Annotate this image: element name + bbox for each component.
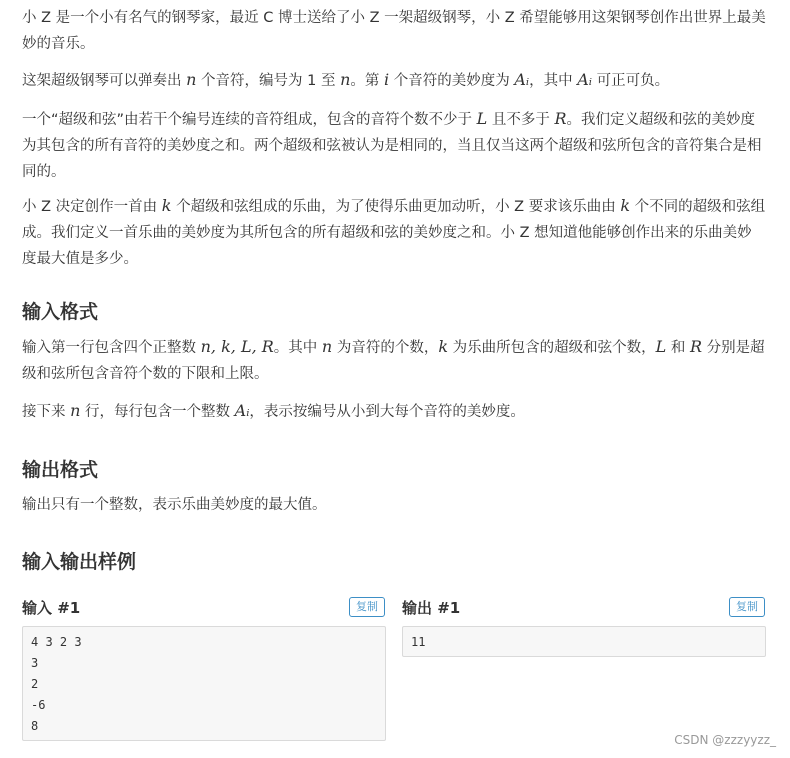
text: 为乐曲所包含的超级和弦个数， bbox=[448, 340, 656, 356]
math-k: k bbox=[161, 196, 172, 215]
input-format-heading: 输入格式 bbox=[22, 301, 99, 323]
math-l: L bbox=[476, 109, 488, 128]
text: 行，每行包含一个整数 bbox=[80, 404, 235, 420]
math-params: n, k, L, R bbox=[200, 337, 274, 356]
math-n: n bbox=[321, 337, 333, 356]
math-ai: Aᵢ bbox=[514, 70, 530, 89]
math-r: R bbox=[554, 109, 567, 128]
text: 且不多于 bbox=[487, 112, 555, 128]
math-ai: Aᵢ bbox=[577, 70, 593, 89]
text: ，表示按编号从小到大每个音符的美妙度。 bbox=[249, 404, 525, 420]
math-k: k bbox=[438, 337, 449, 356]
text: 输入第一行包含四个正整数 bbox=[22, 340, 201, 356]
math-i: i bbox=[384, 70, 390, 89]
code-line: 2 bbox=[31, 677, 39, 691]
code-line: 3 bbox=[31, 656, 39, 670]
output-format-paragraph bbox=[22, 492, 766, 518]
copy-input-button[interactable]: 复制 bbox=[349, 597, 385, 617]
text: 可正可负。 bbox=[592, 73, 670, 89]
code-line: 4 3 2 3 bbox=[31, 635, 82, 649]
math-r: R bbox=[689, 337, 703, 356]
text: ，其中 bbox=[529, 73, 578, 89]
text: 这架超级钢琴可以弹奏出 bbox=[22, 73, 187, 89]
text: 为音符的个数， bbox=[332, 340, 439, 356]
math-n: n bbox=[340, 70, 351, 89]
text: 分别是超级和弦所包含音符个数的下限和上限。 bbox=[22, 340, 765, 382]
input-format-paragraph-1 bbox=[22, 334, 766, 387]
description-paragraph-2 bbox=[22, 67, 766, 94]
sample-input-title: 输入 #1 bbox=[22, 599, 81, 617]
text: 个音符的美妙度为 bbox=[389, 73, 515, 89]
text: 个不同的超级和弦组成。我们定义一首乐曲的美妙度为其所包含的所有超级和弦的美妙度之和。小 Z 想知道他能够创作出来的乐曲美妙度最大值是多少。 bbox=[22, 199, 766, 267]
math-n: n bbox=[186, 70, 197, 89]
text: 接下来 bbox=[22, 404, 71, 420]
text: 。其中 bbox=[273, 340, 322, 356]
code-line: 11 bbox=[411, 635, 426, 649]
text: 一个“超级和弦”由若干个编号连续的音符组成，包含的音符个数不少于 bbox=[22, 112, 477, 128]
text: 小 Z 决定创作一首由 bbox=[22, 199, 162, 215]
text: 。我们定义超级和弦的美妙度为其包含的所有音符的美妙度之和。两个超级和弦被认为是相同的，当且仅当这两个超级和弦所包含的音符集合是相同的。 bbox=[22, 112, 762, 180]
output-format-heading: 输出格式 bbox=[22, 459, 99, 481]
text: 个音符，编号为 1 至 bbox=[196, 73, 341, 89]
input-format-paragraph-2 bbox=[22, 398, 766, 425]
sample-input-code bbox=[22, 626, 386, 741]
description-paragraph-1 bbox=[22, 5, 766, 57]
samples-heading: 输入输出样例 bbox=[22, 551, 137, 573]
sample-output-title: 输出 #1 bbox=[402, 599, 461, 617]
code-line: -6 bbox=[31, 698, 46, 712]
code-line: 8 bbox=[31, 719, 39, 733]
csdn-watermark: CSDN @zzzyyzz_ bbox=[674, 733, 776, 747]
text: 输出只有一个整数，表示乐曲美妙度的最大值。 bbox=[22, 497, 327, 513]
math-k: k bbox=[620, 196, 631, 215]
text: 个超级和弦组成的乐曲，为了使得乐曲更加动听，小 Z 要求该乐曲由 bbox=[171, 199, 621, 215]
text: 和 bbox=[666, 340, 690, 356]
math-ai: Aᵢ bbox=[234, 401, 250, 420]
copy-output-button[interactable]: 复制 bbox=[729, 597, 765, 617]
text: 。第 bbox=[350, 73, 385, 89]
description-paragraph-3 bbox=[22, 106, 766, 185]
math-n: n bbox=[70, 401, 81, 420]
description-paragraph-4 bbox=[22, 193, 766, 272]
sample-output-code bbox=[402, 626, 766, 657]
math-l: L bbox=[655, 337, 667, 356]
description-text: 小 Z 是一个小有名气的钢琴家，最近 C 博士送给了小 Z 一架超级钢琴，小 Z 希望能够用这架钢琴创作出世界上最美妙的音乐。 bbox=[22, 10, 766, 52]
